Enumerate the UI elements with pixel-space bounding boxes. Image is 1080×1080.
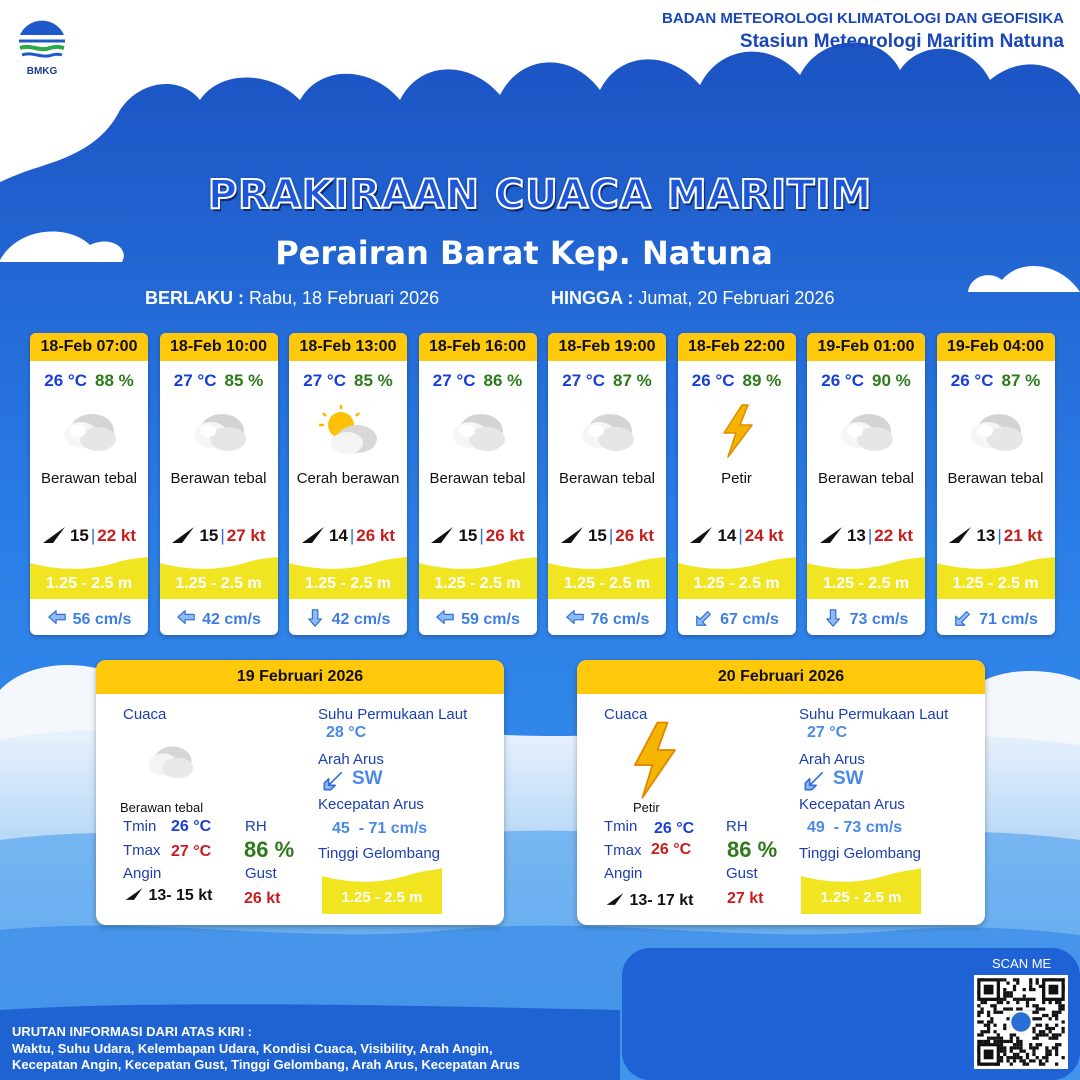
cloudy-icon <box>140 736 200 786</box>
humidity: 87 % <box>612 371 652 390</box>
agency-name: BADAN METEOROLOGI KLIMATOLOGI DAN GEOFISIKA <box>662 10 1064 27</box>
forecast-card <box>160 333 278 635</box>
current-info <box>807 608 925 629</box>
air-temperature: 26 °C <box>44 371 87 390</box>
agency-header <box>662 10 1064 53</box>
gust-speed: 26 kt <box>356 526 396 545</box>
current-direction-value: SW <box>833 768 864 789</box>
tmin-value: 26 °C <box>654 820 695 837</box>
cloudy-icon <box>443 403 513 459</box>
humidity: 89 % <box>742 371 782 390</box>
current-direction-icon <box>801 768 827 794</box>
air-temperature: 26 °C <box>691 371 735 390</box>
day-condition: Petir <box>633 800 660 815</box>
wave-height: 1.25 - 2.5 m <box>175 575 262 592</box>
cloudy-icon <box>831 403 901 459</box>
wind-direction-icon <box>948 526 972 544</box>
weather-label: Cuaca <box>604 706 648 723</box>
forecast-temp-rh <box>937 371 1055 391</box>
wind-info <box>548 526 666 546</box>
wind-info <box>678 526 796 546</box>
separator: | <box>738 526 743 545</box>
wave-height: 1.25 - 2.5 m <box>693 575 780 592</box>
rh-label: RH <box>726 818 748 835</box>
gust-label: Gust <box>726 865 758 882</box>
wind-direction-icon <box>430 526 454 544</box>
forecast-time: 19-Feb 04:00 <box>937 333 1055 361</box>
forecast-card <box>937 333 1055 635</box>
day-condition: Berawan tebal <box>120 800 204 815</box>
current-direction-icon <box>565 608 585 628</box>
footer-title: URUTAN INFORMASI DARI ATAS KIRI : <box>12 1024 252 1039</box>
wind-label: Angin <box>604 865 643 882</box>
wind-direction-icon <box>301 526 325 544</box>
forecast-card <box>678 333 796 635</box>
tmax-value: 27 °C <box>171 843 212 860</box>
day-date: 20 Februari 2026 <box>577 660 985 694</box>
current-direction-icon <box>306 608 326 628</box>
wind-info <box>30 526 148 546</box>
weather-condition: Berawan tebal <box>559 470 655 487</box>
page-title: PRAKIRAAN CUACA MARITIM <box>207 172 873 218</box>
forecast-temp-rh <box>419 371 537 391</box>
partly-sunny-icon <box>313 403 383 459</box>
wave-height-value: 1.25 - 2.5 m <box>820 889 902 906</box>
wind-info <box>807 526 925 546</box>
forecast-temp-rh <box>30 371 148 391</box>
sst-value: 27 °C <box>807 724 848 741</box>
wave-height-value: 1.25 - 2.5 m <box>341 889 423 906</box>
current-direction-icon <box>320 768 346 794</box>
forecast-temp-rh <box>678 371 796 391</box>
wave-height-label: Tinggi Gelombang <box>799 845 922 862</box>
wind-speed: 13 <box>976 526 996 545</box>
humidity: 86 % <box>483 371 523 390</box>
gust-value: 26 kt <box>244 890 281 907</box>
current-speed-value: 49 - 73 cm/s <box>807 819 903 836</box>
valid-to-value: Jumat, 20 Februari 2026 <box>638 288 835 308</box>
gust-speed: 21 kt <box>1003 526 1043 545</box>
day-wind <box>605 891 694 910</box>
current-info <box>548 608 666 629</box>
footer-legend <box>12 1024 520 1073</box>
wind-speed: 15 <box>69 526 89 545</box>
humidity: 85 % <box>224 371 264 390</box>
current-direction-value: SW <box>352 768 383 789</box>
rh-value: 86 % <box>244 837 295 862</box>
weather-condition: Berawan tebal <box>41 470 137 487</box>
wave-height: 1.25 - 2.5 m <box>434 575 521 592</box>
tmin-label: Tmin <box>123 818 157 835</box>
valid-from-value: Rabu, 18 Februari 2026 <box>249 288 440 308</box>
separator: | <box>90 526 96 545</box>
current-speed-label: Kecepatan Arus <box>318 796 424 813</box>
air-temperature: 27 °C <box>432 371 476 390</box>
wave-height: 1.25 - 2.5 m <box>563 575 651 592</box>
wind-speed: 14 <box>328 526 348 545</box>
current-info <box>289 608 407 629</box>
current-direction-icon <box>694 608 714 628</box>
tmin-label: Tmin <box>604 818 638 835</box>
separator: | <box>867 526 873 545</box>
tmin-value: 26 °C <box>171 818 212 835</box>
wave-height: 1.25 - 2.5 m <box>952 575 1039 592</box>
current-direction-icon <box>47 608 67 628</box>
humidity: 88 % <box>94 371 134 390</box>
wind-value: 13- 15 kt <box>148 887 213 904</box>
day-summary-2 <box>577 660 985 925</box>
valid-from <box>145 288 439 309</box>
current-speed: 42 cm/s <box>202 611 261 628</box>
forecast-cards <box>30 333 1055 635</box>
wave-height: 1.25 - 2.5 m <box>822 575 910 592</box>
current-speed: 56 cm/s <box>72 611 132 628</box>
air-temperature: 27 °C <box>562 371 605 390</box>
forecast-temp-rh <box>548 371 666 391</box>
wind-direction-icon <box>171 526 195 544</box>
gust-label: Gust <box>245 865 277 882</box>
wind-direction-icon <box>605 891 625 907</box>
wind-info <box>937 526 1055 546</box>
air-temperature: 27 °C <box>303 371 346 390</box>
current-speed: 42 cm/s <box>331 611 391 628</box>
humidity: 90 % <box>871 371 911 390</box>
sst-value: 28 °C <box>326 724 367 741</box>
separator: | <box>220 526 225 545</box>
cloudy-icon <box>54 403 124 459</box>
weather-condition: Cerah berawan <box>296 470 400 487</box>
current-speed: 76 cm/s <box>590 611 650 628</box>
station-name: Stasiun Meteorologi Maritim Natuna <box>739 31 1064 52</box>
weather-condition: Berawan tebal <box>818 470 914 487</box>
wind-info <box>419 526 537 546</box>
valid-to <box>551 288 834 309</box>
forecast-time: 18-Feb 19:00 <box>548 333 666 361</box>
weather-condition: Petir <box>721 470 752 487</box>
day-wind <box>124 886 213 905</box>
valid-from-label: BERLAKU : <box>145 288 244 308</box>
wind-info <box>289 526 407 546</box>
air-temperature: 26 °C <box>950 371 994 390</box>
wind-info <box>160 526 278 546</box>
weather-condition: Berawan tebal <box>947 470 1044 487</box>
gust-speed: 24 kt <box>744 526 784 545</box>
forecast-time: 18-Feb 10:00 <box>160 333 278 361</box>
forecast-time: 18-Feb 13:00 <box>289 333 407 361</box>
current-direction-icon <box>176 608 196 628</box>
wave-height-label: Tinggi Gelombang <box>318 845 441 862</box>
current-direction-icon <box>435 608 455 628</box>
current-direction-label: Arah Arus <box>799 751 865 768</box>
sst-label: Suhu Permukaan Laut <box>318 706 468 723</box>
forecast-card <box>548 333 666 635</box>
wind-speed: 13 <box>846 526 866 545</box>
wind-speed: 15 <box>587 526 607 545</box>
forecast-time: 19-Feb 01:00 <box>807 333 925 361</box>
forecast-card <box>289 333 407 635</box>
current-speed-label: Kecepatan Arus <box>799 796 905 813</box>
forecast-temp-rh <box>807 371 925 391</box>
wind-speed: 15 <box>199 526 219 545</box>
wind-speed: 15 <box>458 526 478 545</box>
humidity: 85 % <box>353 371 393 390</box>
wave-height: 1.25 - 2.5 m <box>304 575 392 592</box>
air-temperature: 27 °C <box>173 371 217 390</box>
wind-direction-icon <box>42 526 66 544</box>
cloudy-icon <box>572 403 642 459</box>
weather-condition: Berawan tebal <box>429 470 526 487</box>
wind-direction-icon <box>560 526 584 544</box>
forecast-card <box>419 333 537 635</box>
valid-to-label: HINGGA : <box>551 288 634 308</box>
forecast-temp-rh <box>160 371 278 391</box>
wave-height: 1.25 - 2.5 m <box>45 575 133 592</box>
current-speed: 73 cm/s <box>849 611 909 628</box>
forecast-card <box>807 333 925 635</box>
tmax-label: Tmax <box>123 842 161 859</box>
gust-speed: 22 kt <box>874 526 914 545</box>
gust-speed: 26 kt <box>615 526 655 545</box>
wind-value: 13- 17 kt <box>629 892 694 909</box>
current-direction-icon <box>824 608 844 628</box>
lightning-icon <box>702 403 772 459</box>
humidity: 87 % <box>1001 371 1041 390</box>
wind-label: Angin <box>123 865 162 882</box>
cloudy-icon <box>184 403 254 459</box>
lightning-icon <box>629 720 681 800</box>
current-speed: 71 cm/s <box>979 611 1038 628</box>
cloudy-icon <box>961 403 1031 459</box>
forecast-time: 18-Feb 07:00 <box>30 333 148 361</box>
separator: | <box>349 526 355 545</box>
scan-me-label: SCAN ME <box>992 956 1052 971</box>
sst-label: Suhu Permukaan Laut <box>799 706 949 723</box>
gust-speed: 22 kt <box>97 526 137 545</box>
gust-speed: 27 kt <box>226 526 266 545</box>
forecast-time: 18-Feb 22:00 <box>678 333 796 361</box>
current-speed: 67 cm/s <box>720 611 779 628</box>
tmax-label: Tmax <box>604 842 642 859</box>
wind-direction-icon <box>124 886 144 902</box>
logo-label: BMKG <box>26 66 58 77</box>
weather-condition: Berawan tebal <box>170 470 267 487</box>
forecast-card <box>30 333 148 635</box>
wind-direction-icon <box>819 526 843 544</box>
current-info <box>160 608 278 629</box>
rh-label: RH <box>245 818 267 835</box>
current-info <box>937 608 1055 629</box>
separator: | <box>608 526 614 545</box>
day-date: 19 Februari 2026 <box>96 660 504 694</box>
rh-value: 86 % <box>727 837 778 862</box>
separator: | <box>997 526 1002 545</box>
qr-code[interactable] <box>974 975 1068 1069</box>
forecast-temp-rh <box>289 371 407 391</box>
current-info <box>419 608 537 629</box>
current-info <box>678 608 796 629</box>
current-direction-label: Arah Arus <box>318 751 384 768</box>
current-info <box>30 608 148 629</box>
air-temperature: 26 °C <box>821 371 864 390</box>
footer-line-1: Waktu, Suhu Udara, Kelembapan Udara, Kondisi Cuaca, Visibility, Arah Angin, <box>12 1041 493 1056</box>
gust-speed: 26 kt <box>485 526 525 545</box>
wind-direction-icon <box>689 526 713 544</box>
tmax-value: 26 °C <box>651 841 692 858</box>
day-summary-1 <box>96 660 504 925</box>
page-subtitle: Perairan Barat Kep. Natuna <box>275 234 773 272</box>
current-speed-value: 45 - 71 cm/s <box>332 820 428 837</box>
current-direction-icon <box>953 608 973 628</box>
wind-speed: 14 <box>717 526 737 545</box>
weather-label: Cuaca <box>123 706 167 723</box>
separator: | <box>479 526 484 545</box>
gust-value: 27 kt <box>727 890 764 907</box>
footer-line-2: Kecepatan Angin, Kecepatan Gust, Tinggi Gelombang, Arah Arus, Kecepatan Arus <box>12 1057 520 1072</box>
current-speed: 59 cm/s <box>461 611 520 628</box>
forecast-time: 18-Feb 16:00 <box>419 333 537 361</box>
